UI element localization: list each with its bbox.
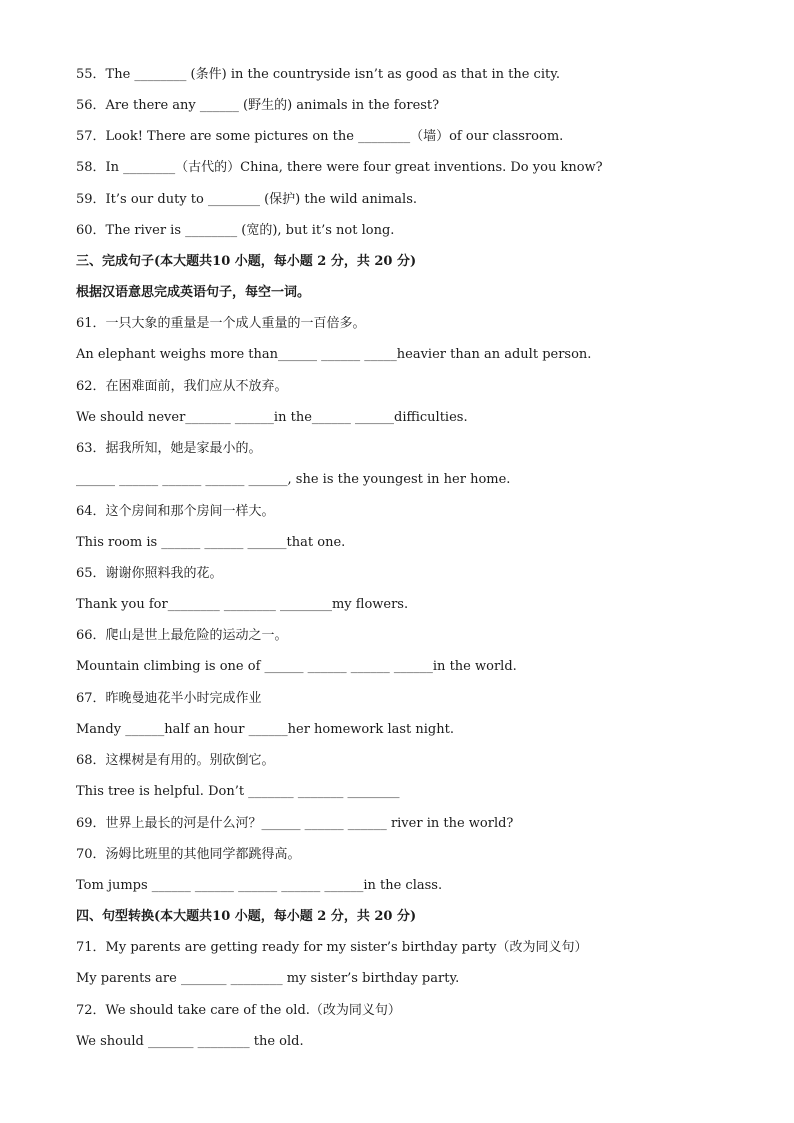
question-66-prompt: 66．爬山是世上最危险的运动之一。 xyxy=(76,628,288,643)
question-62-prompt: 62．在困难面前，我们应从不放弃。 xyxy=(76,379,288,394)
question-60: 60．The river is ________ (宽的), but it’s not long. xyxy=(76,223,395,238)
question-64-sentence: This room is ______ ______ ______that one. xyxy=(76,535,346,550)
section-3-heading: 三、完成句子(本大题共10 小题，每小题 2 分，共 20 分) xyxy=(76,254,417,269)
question-57: 57．Look! There are some pictures on the ________（墙）of our classroom. xyxy=(76,129,564,144)
question-59: 59．It’s our duty to ________ (保护) the wild animals. xyxy=(76,192,418,207)
question-67-sentence: Mandy ______half an hour ______her homework last night. xyxy=(76,722,454,737)
question-70-prompt: 70．汤姆比班里的其他同学都跳得高。 xyxy=(76,847,301,862)
question-63-prompt: 63．据我所知，她是家最小的。 xyxy=(76,441,262,456)
question-56: 56．Are there any ______ (野生的) animals in the forest? xyxy=(76,98,440,113)
question-65-sentence: Thank you for________ ________ ________my flowers. xyxy=(76,597,409,612)
question-67-prompt: 67．昨晚曼迪花半小时完成作业 xyxy=(76,691,262,706)
question-61-sentence: An elephant weighs more than______ ______ _____heavier than an adult person. xyxy=(76,347,592,362)
question-71-prompt: 71．My parents are getting ready for my sister’s birthday party（改为同义句） xyxy=(76,940,588,955)
question-72-prompt: 72．We should take care of the old.（改为同义句） xyxy=(76,1003,401,1018)
question-65-prompt: 65．谢谢你照料我的花。 xyxy=(76,566,223,581)
question-61-prompt: 61．一只大象的重量是一个成人重量的一百倍多。 xyxy=(76,316,366,331)
section-3-instruction: 根据汉语意思完成英语句子，每空一词。 xyxy=(76,285,311,300)
question-64-prompt: 64．这个房间和那个房间一样大。 xyxy=(76,504,275,519)
question-58: 58．In ________（古代的）China, there were four great inventions. Do you know? xyxy=(76,160,603,175)
question-55: 55．The ________ (条件) in the countryside isn’t as good as that in the city. xyxy=(76,67,560,82)
question-71-sentence: My parents are _______ ________ my sister’s birthday party. xyxy=(76,971,460,986)
question-72-sentence: We should _______ ________ the old. xyxy=(76,1034,304,1049)
question-70-sentence: Tom jumps ______ ______ ______ ______ ______in the class. xyxy=(76,878,443,893)
section-4-heading: 四、句型转换(本大题共10 小题，每小题 2 分，共 20 分) xyxy=(76,909,417,924)
question-66-sentence: Mountain climbing is one of ______ ______ ______ ______in the world. xyxy=(76,659,517,674)
question-68-prompt: 68．这棵树是有用的。别砍倒它。 xyxy=(76,753,275,768)
question-63-sentence: ______ ______ ______ ______ ______, she is the youngest in her home. xyxy=(76,472,511,487)
question-62-sentence: We should never_______ ______in the______ ______difficulties. xyxy=(76,410,468,425)
question-69: 69．世界上最长的河是什么河？______ ______ ______ river in the world? xyxy=(76,816,514,831)
question-68-sentence: This tree is helpful. Don’t _______ _______ ________ xyxy=(76,784,400,799)
